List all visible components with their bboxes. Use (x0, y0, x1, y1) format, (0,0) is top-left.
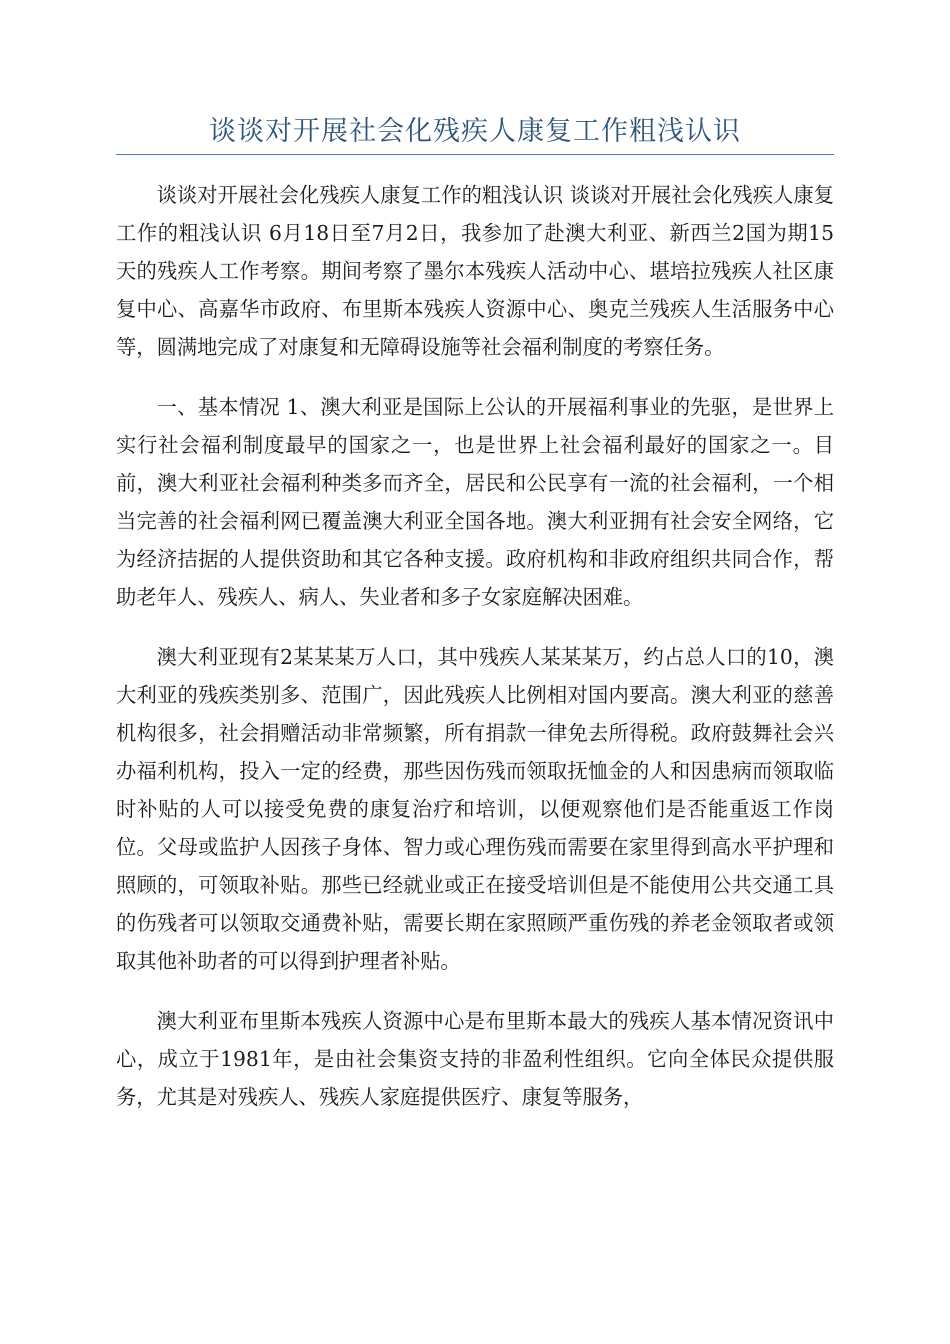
document-title: 谈谈对开展社会化残疾人康复工作粗浅认识 (209, 116, 741, 147)
document-body (116, 176, 834, 1138)
paragraph-brisbane-resource-center: 澳大利亚布里斯本残疾人资源中心是布里斯本最大的残疾人基本情况资讯中心，成立于1981年，是由社会集资支持的非盈利性组织。它向全体民众提供服务，尤其是对残疾人、残疾人家庭提供医疗、康复等服务， (116, 1009, 834, 1109)
paragraph-population-welfare: 澳大利亚现有2某某某万人口，其中残疾人某某某万，约占总人口的10，澳大利亚的残疾类别多、范围广，因此残疾人比例相对国内要高。澳大利亚的慈善机构很多，社会捐赠活动非常频繁，所有捐款一律免去所得税。政府鼓舞社会兴办福利机构，投入一定的经费，那些因伤残而领取抚恤金的人和因患病而领取临时补贴的人可以接受免费的康复治疗和培训，以便观察他们是否能重返工作岗位。父母或监护人因孩子身体、智力或心理伤残而需要在家里得到高水平护理和照顾的，可领取补贴。那些已经就业或正在接受培训但是不能使用公共交通工具的伤残者可以领取交通费补贴，需要长期在家照顾严重伤残的养老金领取者或领取其他补助者的可以得到护理者补贴。 (116, 645, 834, 973)
title-underline (116, 154, 834, 155)
paragraph-basic-situation: 一、基本情况 1、澳大利亚是国际上公认的开展福利事业的先驱，是世界上实行社会福利制度最早的国家之一，也是世界上社会福利最好的国家之一。目前，澳大利亚社会福利种类多而齐全，居民和公民享有一流的社会福利，一个相当完善的社会福利网已覆盖澳大利亚全国各地。澳大利亚拥有社会安全网络，它为经济拮据的人提供资助和其它各种支援。政府机构和非政府组织共同合作，帮助老年人、残疾人、病人、失业者和多子女家庭解决困难。 (116, 395, 834, 609)
paragraph-intro: 谈谈对开展社会化残疾人康复工作的粗浅认识 谈谈对开展社会化残疾人康复工作的粗浅认识 6月18日至7月2日，我参加了赴澳大利亚、新西兰2国为期15天的残疾人工作考察。期间考察了墨尔本残疾人活动中心、堪培拉残疾人社区康复中心、高嘉华市政府、布里斯本残疾人资源中心、奥克兰残疾人生活服务中心等，圆满地完成了对康复和无障碍设施等社会福利制度的考察任务。 (116, 183, 834, 359)
